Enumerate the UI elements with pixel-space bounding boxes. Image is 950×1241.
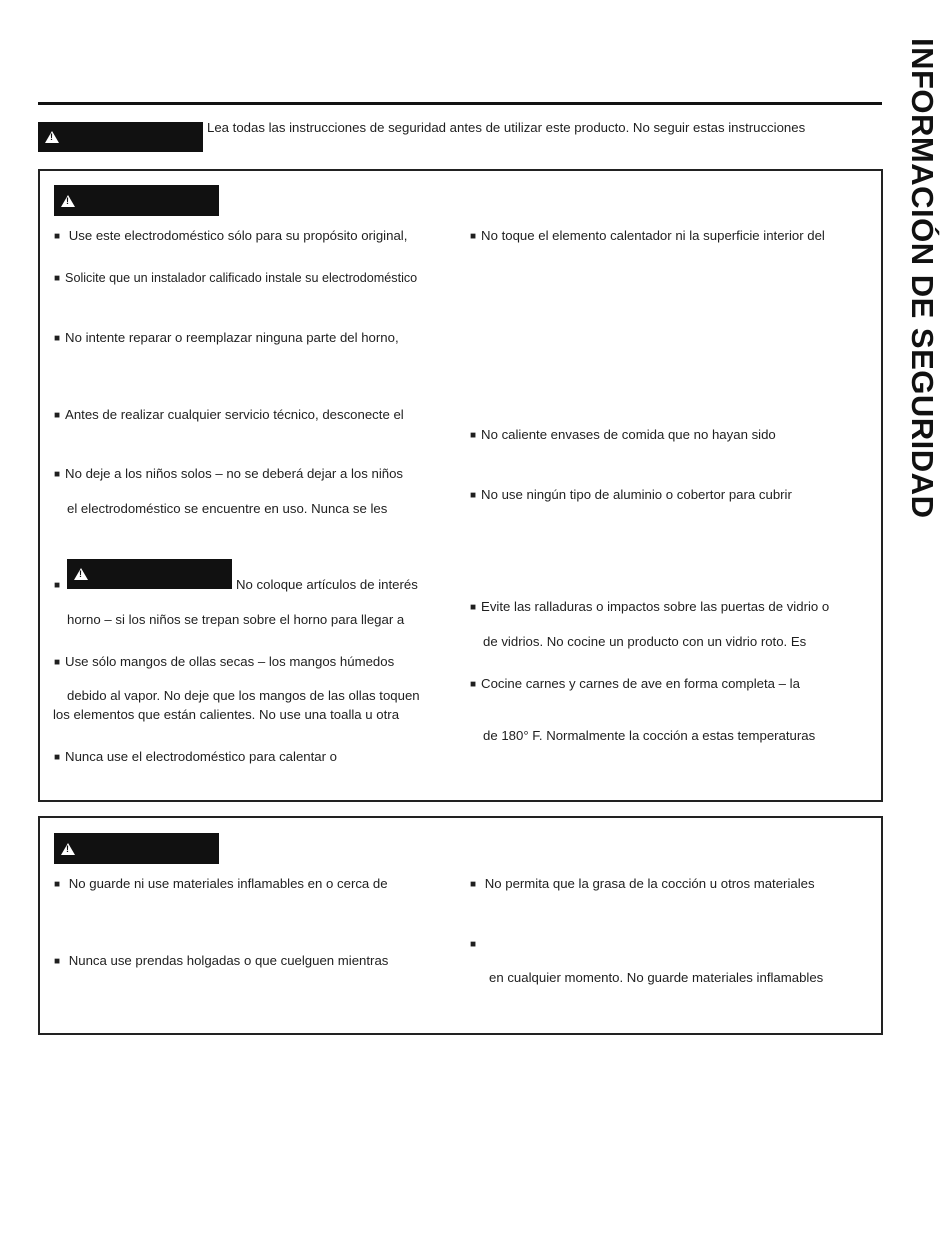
list-item: ■ No caliente envases de comida que no hayan sido	[470, 427, 776, 442]
intro-text: Lea todas las instrucciones de seguridad antes de utilizar este producto. No seguir estas instrucciones	[207, 120, 806, 135]
list-item-continuation: el electrodoméstico se encuentre en uso. Nunca se les	[67, 501, 388, 516]
list-item: ■ Use este electrodoméstico sólo para su propósito original,	[54, 228, 408, 243]
list-item: ■ Cocine carnes y carnes de ave en forma completa – la	[470, 676, 800, 691]
list-item: ■ Antes de realizar cualquier servicio técnico, desconecte el	[54, 407, 404, 422]
list-item: ■ Evite las ralladuras o impactos sobre las puertas de vidrio o	[470, 599, 830, 614]
box2-warning-badge	[54, 833, 219, 864]
box1-warning-badge	[54, 185, 219, 216]
list-item: ■ No intente reparar o reemplazar ninguna parte del horno,	[54, 330, 399, 345]
top-rule	[38, 102, 882, 105]
list-item: ■ No guarde ni use materiales inflamables en o cerca de	[54, 876, 388, 891]
list-item: ■ Solicite que un instalador calificado instale su electrodoméstico	[54, 271, 418, 285]
list-item-continuation: de 180° F. Normalmente la cocción a estas temperaturas	[483, 728, 816, 743]
list-item: ■	[470, 939, 477, 950]
list-item: ■ Nunca use prendas holgadas o que cuelguen mientras	[54, 953, 389, 968]
list-item-continuation: debido al vapor. No deje que los mangos de las ollas toquen	[67, 688, 420, 703]
list-item-continuation: de vidrios. No cocine un producto con un vidrio roto. Es	[483, 634, 807, 649]
warning-icon	[61, 843, 75, 855]
list-item-continuation: horno – si los niños se trepan sobre el horno para llegar a	[67, 612, 405, 627]
warning-icon	[61, 195, 75, 207]
list-item: ■ No permita que la grasa de la cocción u otros materiales	[470, 876, 815, 891]
list-item-continuation: en cualquier momento. No guarde materiales inflamables	[489, 970, 824, 985]
intro-warning-badge	[38, 122, 203, 152]
warning-icon	[74, 568, 88, 580]
list-item: ■ No deje a los niños solos – no se deberá dejar a los niños	[54, 466, 404, 481]
list-item: ■ No toque el elemento calentador ni la superficie interior del	[470, 228, 825, 243]
side-section-title: INFORMACIÓN DE SEGURIDAD	[905, 38, 940, 519]
list-item: ■ Nunca use el electrodoméstico para calentar o	[54, 749, 338, 764]
list-item-text: No coloque artículos de interés	[236, 577, 418, 592]
warning-icon	[45, 131, 59, 143]
list-item: ■ Use sólo mangos de ollas secas – los mangos húmedos	[54, 654, 395, 669]
list-item: ■	[54, 580, 61, 591]
inline-warning-badge	[67, 559, 232, 589]
list-item-continuation: los elementos que están calientes. No use una toalla u otra	[53, 707, 400, 722]
list-item: ■ No use ningún tipo de aluminio o cobertor para cubrir	[470, 487, 792, 502]
